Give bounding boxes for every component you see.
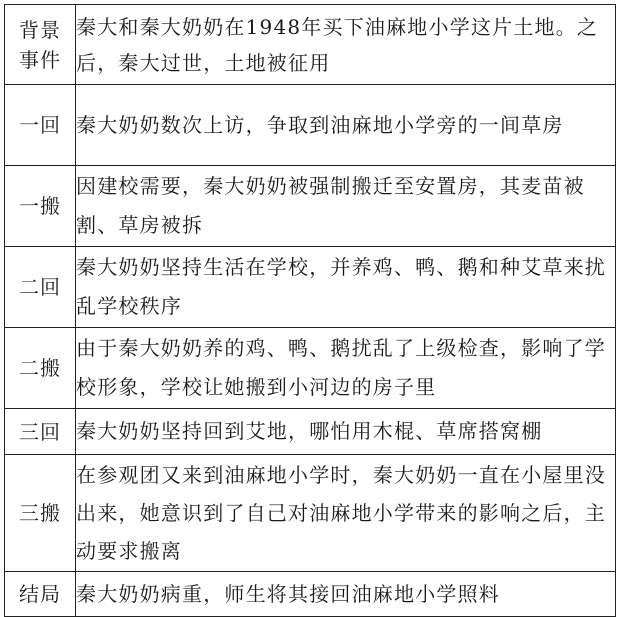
table-row [5, 455, 616, 572]
row-content: 秦大奶奶病重，师生将其接回油麻地小学照料 [76, 572, 616, 617]
table-row [5, 166, 616, 247]
row-content: 由于秦大奶奶养的鸡、鸭、鹅扰乱了上级检查，影响了学校形象，学校让她搬到小河边的房子里 [76, 328, 616, 409]
row-label: 一搬 [5, 166, 76, 247]
table-row [5, 409, 616, 455]
row-content: 在参观团又来到油麻地小学时，秦大奶奶一直在小屋里没出来，她意识到了自己对油麻地小学带来的影响之后，主动要求搬离 [76, 455, 616, 572]
row-label: 三搬 [5, 455, 76, 572]
row-label-line: 背景 [19, 17, 61, 42]
table-row [5, 247, 616, 328]
table-row [5, 328, 616, 409]
row-label: 二回 [5, 247, 76, 328]
row-content: 秦大奶奶坚持生活在学校，并养鸡、鸭、鹅和种艾草来扰乱学校秩序 [76, 247, 616, 328]
row-content: 秦大奶奶坚持回到艾地，哪怕用木棍、草席搭窝棚 [76, 409, 616, 455]
table-row [5, 85, 616, 166]
table-row [5, 5, 616, 85]
row-label: 二搬 [5, 328, 76, 409]
row-label: 三回 [5, 409, 76, 455]
row-content: 秦大奶奶数次上访，争取到油麻地小学旁的一间草房 [76, 85, 616, 166]
row-label [5, 5, 76, 85]
row-label-line: 事件 [19, 47, 61, 72]
events-table [4, 4, 616, 617]
row-content: 秦大和秦大奶奶在1948年买下油麻地小学这片土地。之后，秦大过世，土地被征用 [76, 5, 616, 85]
table-row [5, 572, 616, 617]
row-label: 一回 [5, 85, 76, 166]
row-label: 结局 [5, 572, 76, 617]
row-content: 因建校需要，秦大奶奶被强制搬迁至安置房，其麦苗被割、草房被拆 [76, 166, 616, 247]
